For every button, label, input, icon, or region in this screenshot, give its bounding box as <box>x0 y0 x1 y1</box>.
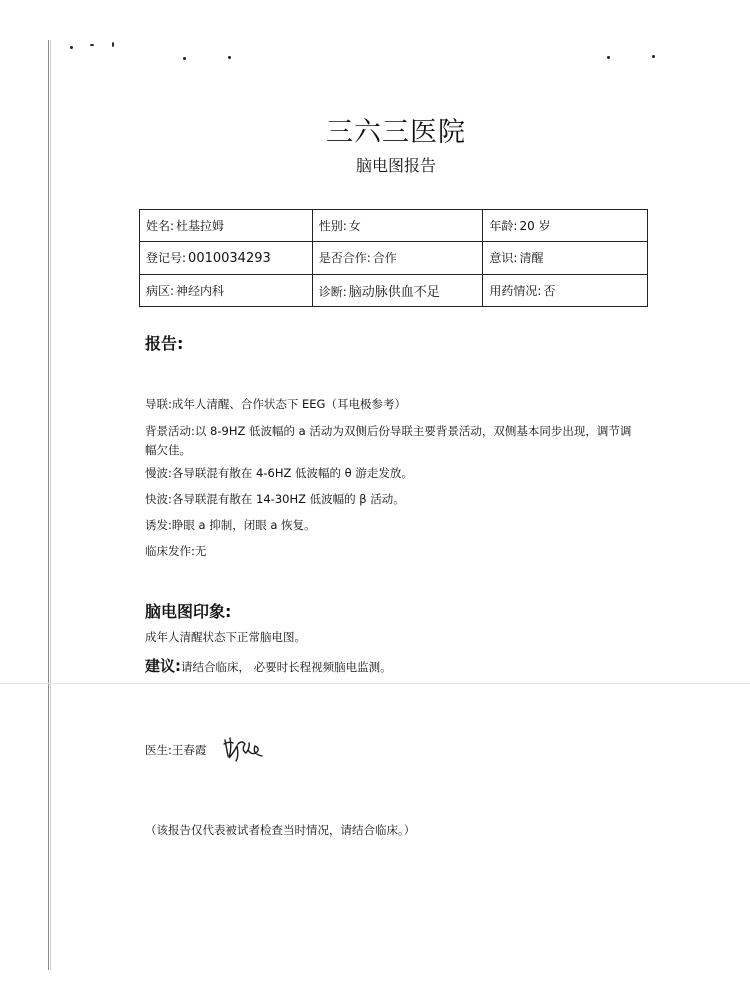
scan-edge <box>50 40 51 970</box>
scan-speck <box>112 42 114 47</box>
slow-text: 各导联混有散在 4-6HZ 低波幅的 θ 游走发放。 <box>171 466 413 480</box>
slow-label: 慢波: <box>145 466 172 480</box>
ward-value: 神经内科 <box>176 283 225 298</box>
doctor-line <box>145 742 206 758</box>
age-label: 年龄: <box>489 219 518 234</box>
clinical-text: 无 <box>194 544 207 558</box>
medication-value: 否 <box>543 283 556 298</box>
reg-value: 0010034293 <box>188 251 271 267</box>
slow-wave-paragraph <box>145 464 645 483</box>
consciousness-label: 意识: <box>489 251 518 266</box>
patient-info-table <box>139 209 648 307</box>
table-row <box>140 242 648 274</box>
gender-label: 性别: <box>318 219 347 234</box>
fast-label: 快波: <box>145 492 172 506</box>
clinical-paragraph <box>145 542 645 561</box>
reg-cell <box>140 242 313 274</box>
fast-wave-paragraph <box>145 490 645 509</box>
age-cell <box>483 210 648 242</box>
gender-value: 女 <box>348 219 361 234</box>
medication-cell <box>483 274 648 306</box>
lead-paragraph <box>145 395 645 414</box>
doctor-label: 医生: <box>145 743 172 757</box>
background-paragraph <box>145 422 640 460</box>
advice-label: 建议: <box>145 657 181 675</box>
name-cell <box>140 210 313 242</box>
cooperate-cell <box>312 242 483 274</box>
ward-label: 病区: <box>146 283 175 298</box>
induced-text: 睁眼 a 抑制，闭眼 a 恢复。 <box>171 518 316 532</box>
induced-paragraph <box>145 516 645 535</box>
name-value: 杜基拉姆 <box>176 219 225 234</box>
advice-text: 请结合临床， 必要时长程视频脑电监测。 <box>181 660 392 674</box>
diagnosis-label: 诊断: <box>318 284 347 299</box>
report-heading: 报告: <box>145 334 184 353</box>
lead-text: 成年人清醒、合作状态下 EEG（耳电极参考） <box>171 397 406 411</box>
report-title: 脑电图报告 <box>355 156 436 175</box>
age-value: 20 岁 <box>519 219 551 234</box>
doctor-signature <box>222 734 266 764</box>
impression-text: 成年人清醒状态下正常脑电图。 <box>145 630 306 644</box>
hospital-name: 三六三医院 <box>326 117 466 148</box>
medication-label: 用药情况: <box>489 283 542 298</box>
cooperate-label: 是否合作: <box>318 251 371 266</box>
footnote: （该报告仅代表被试者检查当时情况，请结合临床。） <box>145 823 416 837</box>
scan-speck <box>183 57 186 60</box>
diagnosis-cell <box>312 274 483 306</box>
name-label: 姓名: <box>146 219 175 234</box>
background-label: 背景活动: <box>145 424 195 438</box>
scan-artifact-line <box>0 683 750 684</box>
scan-edge <box>48 40 49 970</box>
scan-speck <box>607 56 610 59</box>
scan-speck <box>652 55 655 58</box>
consciousness-cell <box>483 242 648 274</box>
ward-cell <box>140 274 313 306</box>
reg-label: 登记号: <box>146 251 187 266</box>
background-text: 以 8-9HZ 低波幅的 a 活动为双侧后份导联主要背景活动，双侧基本同步出现，调节调幅欠佳。 <box>145 424 632 457</box>
impression-heading: 脑电图印象: <box>145 602 232 621</box>
induced-label: 诱发: <box>145 518 172 532</box>
table-row <box>140 274 648 306</box>
scan-speck <box>90 44 94 46</box>
fast-text: 各导联混有散在 14-30HZ 低波幅的 β 活动。 <box>171 492 405 506</box>
consciousness-value: 清醒 <box>519 251 544 266</box>
gender-cell <box>312 210 483 242</box>
scan-speck <box>70 46 73 49</box>
advice-paragraph <box>145 657 645 677</box>
doctor-name: 王春霞 <box>171 743 207 757</box>
table-row <box>140 210 648 242</box>
diagnosis-value: 脑动脉供血不足 <box>348 284 440 300</box>
clinical-label: 临床发作: <box>145 544 195 558</box>
cooperate-value: 合作 <box>372 251 397 266</box>
scan-speck <box>228 56 231 59</box>
lead-label: 导联: <box>145 397 172 411</box>
